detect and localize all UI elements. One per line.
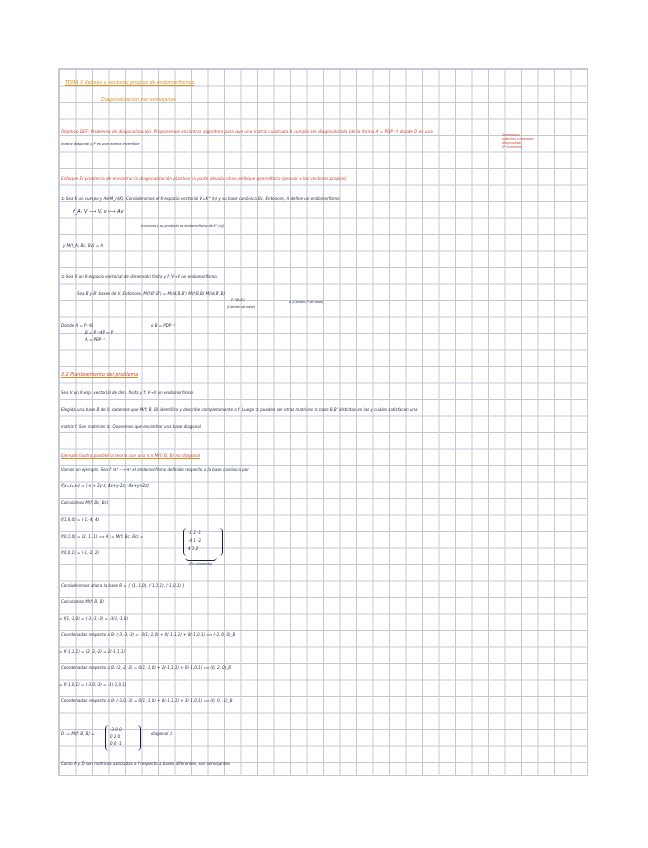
resultado-label: D := M(f; B, B) = [61,731,95,736]
objetivo-line-2: matriz diagonal y P es una matriz invertible [61,142,140,146]
ejemplo-line-5: f(0,1,0) = (2, 1, 1) ⟹ A := M(f; Bc, Bc) = [61,534,144,539]
consideremos-line-1: Consideremos ahora la base B = { (1,-1,0), (-1,1,1), (-1,0,1) } [61,583,185,588]
section-3-2-title: 3.2 Planteamiento del problema [61,373,139,378]
item2-line-3c: A = PBP⁻¹ [85,337,105,342]
consideremos-line-2: Calculamos M(f; B, B) [61,599,104,604]
item2-line-3a: Donde A = P⁻¹B [61,323,93,328]
consideremos-line-4: Coordenadas respecto a B: (-3,-3,-3) = -3(1,-1,0) + 0(-1,1,1) + 0(-1,0,1) ⟹ (-3, 0, 0)_B [61,632,236,637]
item1-map-note: (columna y su producto es endomorfismo de K^(n)) [141,224,225,228]
item2-line-3d: o B = PDP⁻¹ [151,323,175,328]
item2-line-2: Sea B y B' bases de V. Entonces, M(f;B',B') = M(id;B,B') M(f;B,B) M(id;B',B) [77,291,226,296]
consideremos-line-3: = f(1,-1,0) = (-3,-3,-3) = -3(1,-1,0) [59,616,128,621]
margin-note-line: Semejanza [502,133,520,137]
matrix-a-row: -4 1 -2 [188,538,202,543]
matrix-a-note: (En columnas) [189,562,212,566]
matrix-d-row: 0 2 0 [110,734,121,739]
margin-note-line: matrices cuadradas [502,137,534,141]
item2-note-a: P⁻¹(B,B') [231,298,245,302]
matrix-d [105,725,141,751]
item1-line-3: y M(f_A; Bc, Bc) = A [63,243,104,248]
resultado-note: diagonal :) [151,731,173,736]
section-3-2-line-2: Elegida una base B de V, sabemos que M(f; B, B) identifica y describe completamente a f. Luego ① pueden ser otras matrices ② base B,B' distintas en las y cuáles satisfacen una [61,407,418,412]
page-title: TEMA 3 Valores y vectores propios de endomorfismos [65,81,195,86]
ejemplo-line-2: f(x₁,x₂,x₃) = (-x + 2y-z, 4x+y-2z, -4x+y+2z) [61,483,149,488]
consideremos-line-5: = f(-1,1,1) = (2,-2,-2) = 2(-1,1,1) [59,649,126,654]
enfoque-line: Enfoque El problema de encontrar la diagonalización plantear la parte ideada cómo enfoque geométrico (pensar a los vectores propios) [61,176,347,181]
page-subtitle: Diagonalización por semejanza [101,98,176,103]
item2-note-b: (Cambio de base) [227,305,256,309]
section-3-2-line-3: matriz f. Son matrices ②. Queremos que encontrar una base diagonal [61,424,201,429]
consideremos-line-7: = f(-1,0,1) = (-3,0,-3) = -1(-1,0,1) [59,682,127,687]
consideremos-line-6: Coordenadas respecto a B: (2,-2,-2) = 0(1,-1,0) + 2(-1,1,1) + 0(-1,0,1) ⟹ (0, 2, 0)_B [61,665,232,670]
ejemplo-line-1: Vamos un ejemplo. Sea f: ℝ³ ⟶ ℝ³ el endomorfismo definido respecto a la base canónica por [61,467,249,472]
matrix-a-row: 4 1 2 [188,546,199,551]
grid-paper [58,68,588,776]
ejemplo-line-4: f(1,0,0) = (-1,-4, 4) [61,517,100,522]
section-3-2-line-1: Sea V un K-esp. vectorial de dim. finita y f: V→V un endomorfismo. [61,390,195,395]
margin-note-line: diagonalizar [502,141,522,145]
item2-line-1: ② Sea V un K-espacio vectorial de dimensión finita y f: V→V un endomorfismo. [61,274,218,279]
resultado-last: Como A y D son matrices asociadas a f respecto a bases diferentes, son semejantes [61,761,230,766]
objetivo-line-1 [61,129,433,135]
margin-note-line: (P invertible) [502,145,523,149]
matrix-a-row: -1 2 -1 [188,530,202,535]
ejemplo-line-6: f(0,0,1) = (-1,-2, 2) [61,550,100,555]
matrix-d-row: 0 0 -1 [110,741,122,746]
ejemplo-title: Ejemplo Ilustra posible la teoría con una n.n M(f; B, B) no diagonal [61,453,200,458]
item2-note-c: A (Cambio P de base) [289,300,324,304]
item1-line-1: ① Sea K un cuerpo y A∈M_n(K). Consideramos el K-espacio vectorial V=K^(n) y su base canónica Bc. Entonces, A define un endomorfismo [61,196,340,201]
consideremos-line-8: Coordenadas respecto a B: (-3,0,-3) = 0(1,-1,0) + 0(-1,1,1) + 3(-1,0,1) ⟹ (0, 0, -1)_B [61,698,233,703]
matrix-d-row: -3 0 0 [110,727,122,732]
ejemplo-line-3: Calculamos M(f; Bc, Bc) [61,500,109,505]
item2-line-3b: B = P⁻¹AP ⇒ P [85,330,114,335]
item1-map: f_A: V ⟶ V, v ⟼ Av [73,209,124,215]
objetivo-text: Objetivo DEF: Problema de diagonalización. Proponemos encontrar algoritmo para que una matriz cuadrada A cumpla ser diagonalizada (de la forma A = PDP⁻¹) donde D es una [61,129,433,134]
matrix-a-brace [185,557,217,561]
margin-note [502,133,534,149]
matrix-a [183,528,223,556]
